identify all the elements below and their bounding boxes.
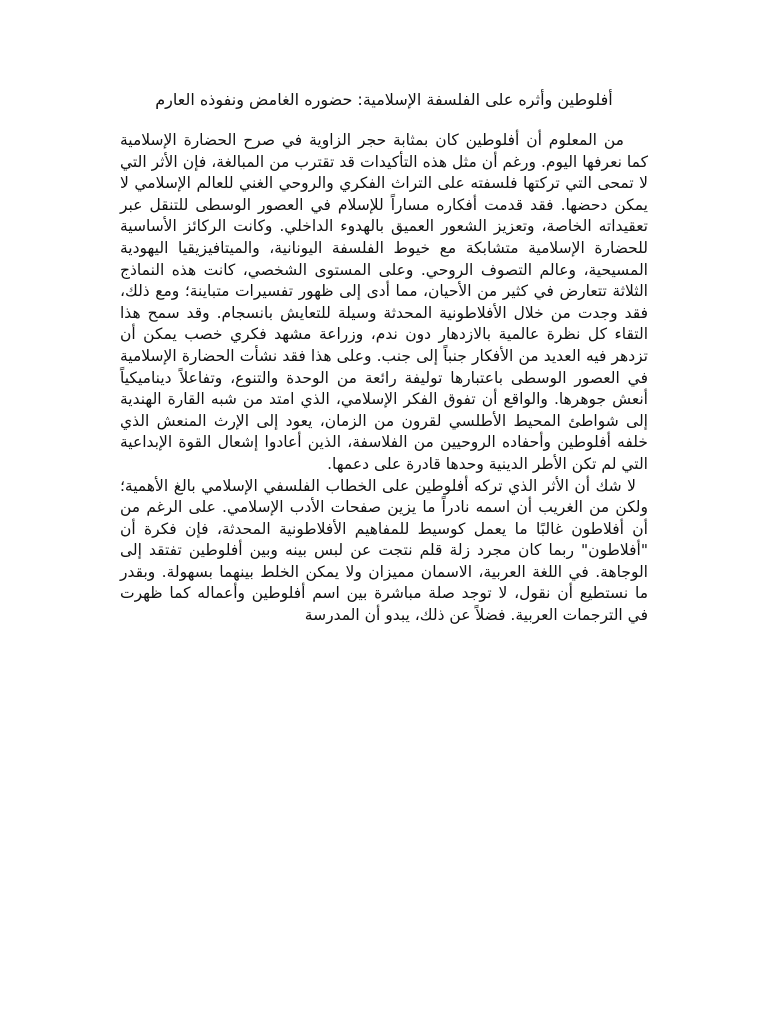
document-page bbox=[120, 88, 648, 627]
paragraph-2: لا شك أن الأثر الذي تركه أفلوطين على الخطاب الفلسفي الإسلامي بالغ الأهمية؛ ولكن من الغريب أن اسمه نادراً ما يزين صفحات الأدب الإسلامي. على الرغم من أن أفلاطون غالبًا ما يعمل كوسيط للمفاهيم الأفلاطونية المحدثة، فإن فكرة أن "أفلاطون" ربما كان مجرد زلة قلم نتجت عن لبس بينه وبين أفلوطين تفتقد إلى الوجاهة. في اللغة العربية، الاسمان مميزان ولا يمكن الخلط بينهما بسهولة. وبقدر ما نستطيع أن نقول، لا توجد صلة مباشرة بين اسم أفلوطين وأعماله كما ظهرت في الترجمات العربية. فضلاً عن ذلك، يبدو أن المدرسة bbox=[120, 476, 648, 625]
document-title: أفلوطين وأثره على الفلسفة الإسلامية: حضوره الغامض ونفوذه العارم bbox=[155, 90, 613, 109]
paragraph-1: من المعلوم أن أفلوطين كان بمثابة حجر الزاوية في صرح الحضارة الإسلامية كما نعرفها اليوم. ورغم أن مثل هذه التأكيدات قد تقترب من المبالغة، فإن الأثر التي لا تمحى التي تركتها فلسفته على التراث الفكري والروحي الغني للعالم الإسلامي لا يمكن دحضها. فقد قدمت أفكاره مساراً للإسلام في العصور الوسطى للتنقل عبر تعقيداته الخاصة، وتعزيز الشعور العميق بالهدوء الداخلي. وكانت الركائز الأساسية للحضارة الإسلامية متشابكة مع خيوط الفلسفة اليونانية، والميتافيزيقيا اليهودية المسيحية، وعالم التصوف الروحي. وعلى المستوى الشخصي، كانت هذه النماذج الثلاثة تتعارض في كثير من الأحيان، مما أدى إلى ظهور تفسيرات متباينة؛ ومع ذلك، فقد وجدت من خلال الأفلاطونية المحدثة وسيلة للتعايش بانسجام. وقد سمح هذا التقاء كل نظرة عالمية بالازدهار دون ندم، وزراعة مشهد فكري خصب يمكن أن تزدهر فيه العديد من الأفكار جنباً إلى جنب. وعلى هذا فقد نشأت الحضارة الإسلامية في العصور الوسطى باعتبارها توليفة رائعة من الوحدة والتنوع، وتفاعلاً ديناميكياً أنعش جوهرها. والواقع أن تفوق الفكر الإسلامي، الذي امتد من شبه القارة الهندية إلى شواطئ المحيط الأطلسي لقرون من الزمان، يعود إلى الإرث المنعش الذي خلفه أفلوطين وأحفاده الروحيين من الفلاسفة، الذين أعادوا إشعال القوة الإبداعية التي لم تكن الأطر الدينية وحدها قادرة على دعمها. bbox=[120, 131, 648, 473]
